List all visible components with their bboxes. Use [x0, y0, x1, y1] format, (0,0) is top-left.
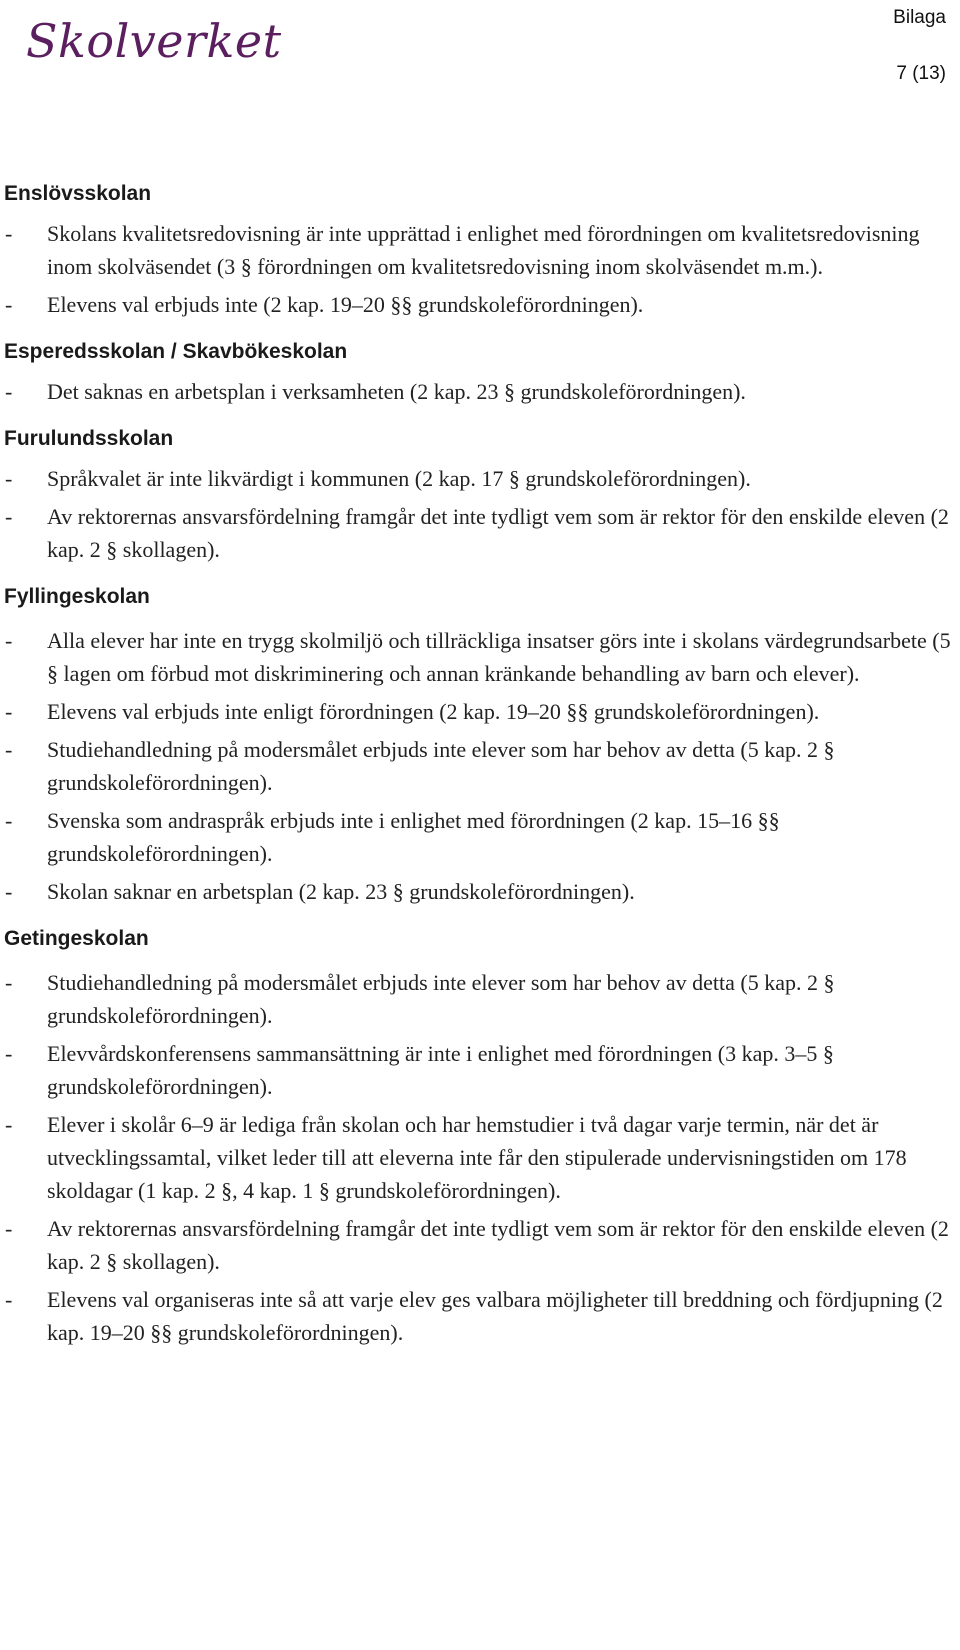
finding-item	[4, 1108, 954, 1207]
finding-item	[4, 288, 954, 321]
finding-text: Elevens val erbjuds inte enligt förordningen (2 kap. 19–20 §§ grundskoleförordningen).	[47, 699, 820, 724]
finding-item	[4, 875, 954, 908]
bullet-dash: -	[5, 808, 13, 833]
page-header-meta	[893, 6, 946, 86]
finding-item	[4, 1283, 954, 1349]
finding-item	[4, 1212, 954, 1278]
section-fyllingeskolan	[4, 583, 954, 908]
finding-item	[4, 804, 954, 870]
bullet-dash: -	[5, 379, 13, 404]
finding-text: Av rektorernas ansvarsfördelning framgår det inte tydligt vem som är rektor för den enskilde eleven (2 kap. 2 § skollagen).	[47, 504, 949, 562]
section-title: Esperedsskolan / Skavbökeskolan	[4, 340, 348, 363]
finding-text: Svenska som andraspråk erbjuds inte i enlighet med förordningen (2 kap. 15–16 §§ grundskoleförordningen).	[47, 808, 780, 866]
section-title: Getingeskolan	[4, 927, 149, 950]
bullet-dash: -	[5, 1112, 13, 1137]
bullet-dash: -	[5, 1041, 13, 1066]
finding-text: Elevens val erbjuds inte (2 kap. 19–20 §§ grundskoleförordningen).	[47, 292, 644, 317]
finding-list	[4, 462, 954, 566]
bullet-dash: -	[5, 292, 13, 317]
bullet-dash: -	[5, 970, 13, 995]
finding-text: Språkvalet är inte likvärdigt i kommunen (2 kap. 17 § grundskoleförordningen).	[47, 466, 751, 491]
section-title: Fyllingeskolan	[4, 585, 150, 608]
finding-text: Elevens val organiseras inte så att varje elev ges valbara möjligheter till breddning och fördjupning (2 kap. 19–20 §§ grundskoleförordningen).	[47, 1287, 943, 1345]
bullet-dash: -	[5, 221, 13, 246]
finding-item	[4, 733, 954, 799]
bullet-dash: -	[5, 466, 13, 491]
bullet-dash: -	[5, 879, 13, 904]
finding-item	[4, 1037, 954, 1103]
finding-text: Det saknas en arbetsplan i verksamheten (2 kap. 23 § grundskoleförordningen).	[47, 379, 746, 404]
section-title: Furulundsskolan	[4, 427, 174, 450]
finding-text: Elevvårdskonferensens sammansättning är inte i enlighet med förordningen (3 kap. 3–5 § grundskoleförordningen).	[47, 1041, 834, 1099]
finding-text: Av rektorernas ansvarsfördelning framgår det inte tydligt vem som är rektor för den enskilde eleven (2 kap. 2 § skollagen).	[47, 1216, 949, 1274]
finding-list	[4, 966, 954, 1349]
finding-text: Studiehandledning på modersmålet erbjuds inte elever som har behov av detta (5 kap. 2 § grundskoleförordningen).	[47, 737, 835, 795]
bullet-dash: -	[5, 504, 13, 529]
section-enslovsskolan	[4, 180, 954, 321]
appendix-label: Bilaga	[893, 7, 946, 28]
finding-list	[4, 624, 954, 908]
finding-item	[4, 462, 954, 495]
finding-text: Alla elever har inte en trygg skolmiljö och tillräckliga insatser görs inte i skolans värdegrundsarbete (5 § lagen om förbud mot diskriminering och annan kränkande behandling av barn och elever).	[47, 628, 951, 686]
finding-text: Elever i skolår 6–9 är lediga från skolan och har hemstudier i två dagar varje termin, när det är utvecklingssamtal, vilket leder till att eleverna inte får den stipulerade undervisningstiden om 178 skoldagar (1 kap. 2 §, 4 kap. 1 § grundskoleförordningen).	[47, 1112, 907, 1203]
finding-item	[4, 695, 954, 728]
finding-item	[4, 375, 954, 408]
bullet-dash: -	[5, 737, 13, 762]
finding-item	[4, 217, 954, 283]
section-getingeskolan	[4, 925, 954, 1349]
finding-item	[4, 500, 954, 566]
finding-text: Skolan saknar en arbetsplan (2 kap. 23 § grundskoleförordningen).	[47, 879, 635, 904]
page-number: 7 (13)	[896, 63, 946, 84]
section-title: Enslövsskolan	[4, 182, 152, 205]
document-body	[4, 180, 954, 1354]
finding-text: Studiehandledning på modersmålet erbjuds inte elever som har behov av detta (5 kap. 2 § grundskoleförordningen).	[47, 970, 835, 1028]
section-esperedsskolan	[4, 338, 954, 408]
bullet-dash: -	[5, 699, 13, 724]
finding-list	[4, 375, 954, 408]
finding-list	[4, 217, 954, 321]
section-furulundsskolan	[4, 425, 954, 566]
bullet-dash: -	[5, 1216, 13, 1241]
finding-item	[4, 624, 954, 690]
skolverket-logo: Skolverket	[26, 14, 282, 68]
finding-text: Skolans kvalitetsredovisning är inte upprättad i enlighet med förordningen om kvalitetsredovisning inom skolväsendet (3 § förordningen om kvalitetsredovisning inom skolväsendet m.m.).	[47, 221, 920, 279]
bullet-dash: -	[5, 628, 13, 653]
bullet-dash: -	[5, 1287, 13, 1312]
finding-item	[4, 966, 954, 1032]
